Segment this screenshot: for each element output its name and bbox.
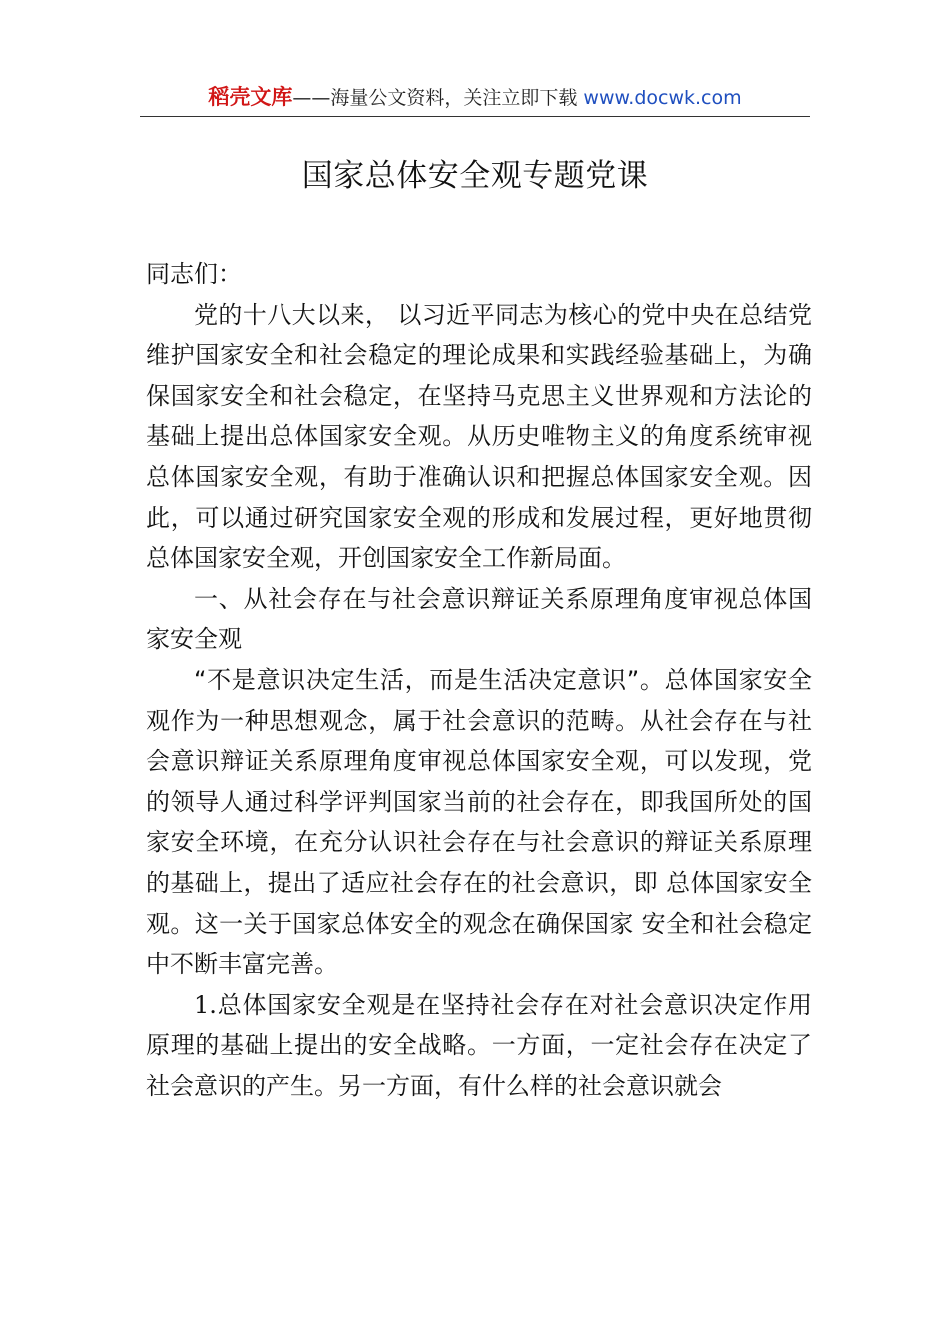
document-title: 国家总体安全观专题党课 [301,158,649,194]
intro-paragraph: 党的十八大以来， 以习近平同志为核心的党中央在总结党维护国家安全和社会稳定的理论成果和实践经验基础上，为确保国家安全和社会稳定，在坚持马克思主义世界观和方法论的基础上提出总体国家安全观。从历史唯物主义的角度系统审视总体国家安全观，有助于准确认识和把握总体国家安全观。因此，可以通过研究国家安全观的形成和发展过程，更好地贯彻总体国家安全观，开创国家安全工作新局面。 [146,300,812,573]
subsection-number: 1. [194,990,217,1019]
subsection-text: 总体国家安全观是在坚持社会存在对社会意识决定作用原理的基础上提出的安全战略。一方面，一定社会存在决定了社会意识的产生。另一方面，有什么样的社会意识就会 [146,990,812,1100]
brand-name: 稻壳文库 [208,85,293,109]
section-heading: 一、从社会存在与社会意识辩证关系原理角度审视总体国家安全观 [146,584,812,654]
subsection-paragraph [146,985,812,1107]
salutation: 同志们： [146,260,242,288]
document-body [146,254,812,1106]
section-paragraph: “不是意识决定生活，而是生活决定意识”。总体国家安全观作为一种思想观念，属于社会意识的范畴。从社会存在与社会意识辩证关系原理角度审视总体国家安全观，可以发现，党的领导人通过科学评判国家当前的社会存在，即我国所处的国家安全环境，在充分认识社会存在与社会意识的辩证关系原理的基础上，提出了适应社会存在的社会意识，即 总体国家安全观。这一关于国家总体安全的观念在确保国家 安全和社会稳定中不断丰富完善。 [146,665,812,979]
header-url[interactable]: www.docwk.com [583,87,742,109]
header-tagline: ——海量公文资料，关注立即下载 [292,87,584,109]
page-header [140,84,810,117]
header-line [208,84,741,111]
